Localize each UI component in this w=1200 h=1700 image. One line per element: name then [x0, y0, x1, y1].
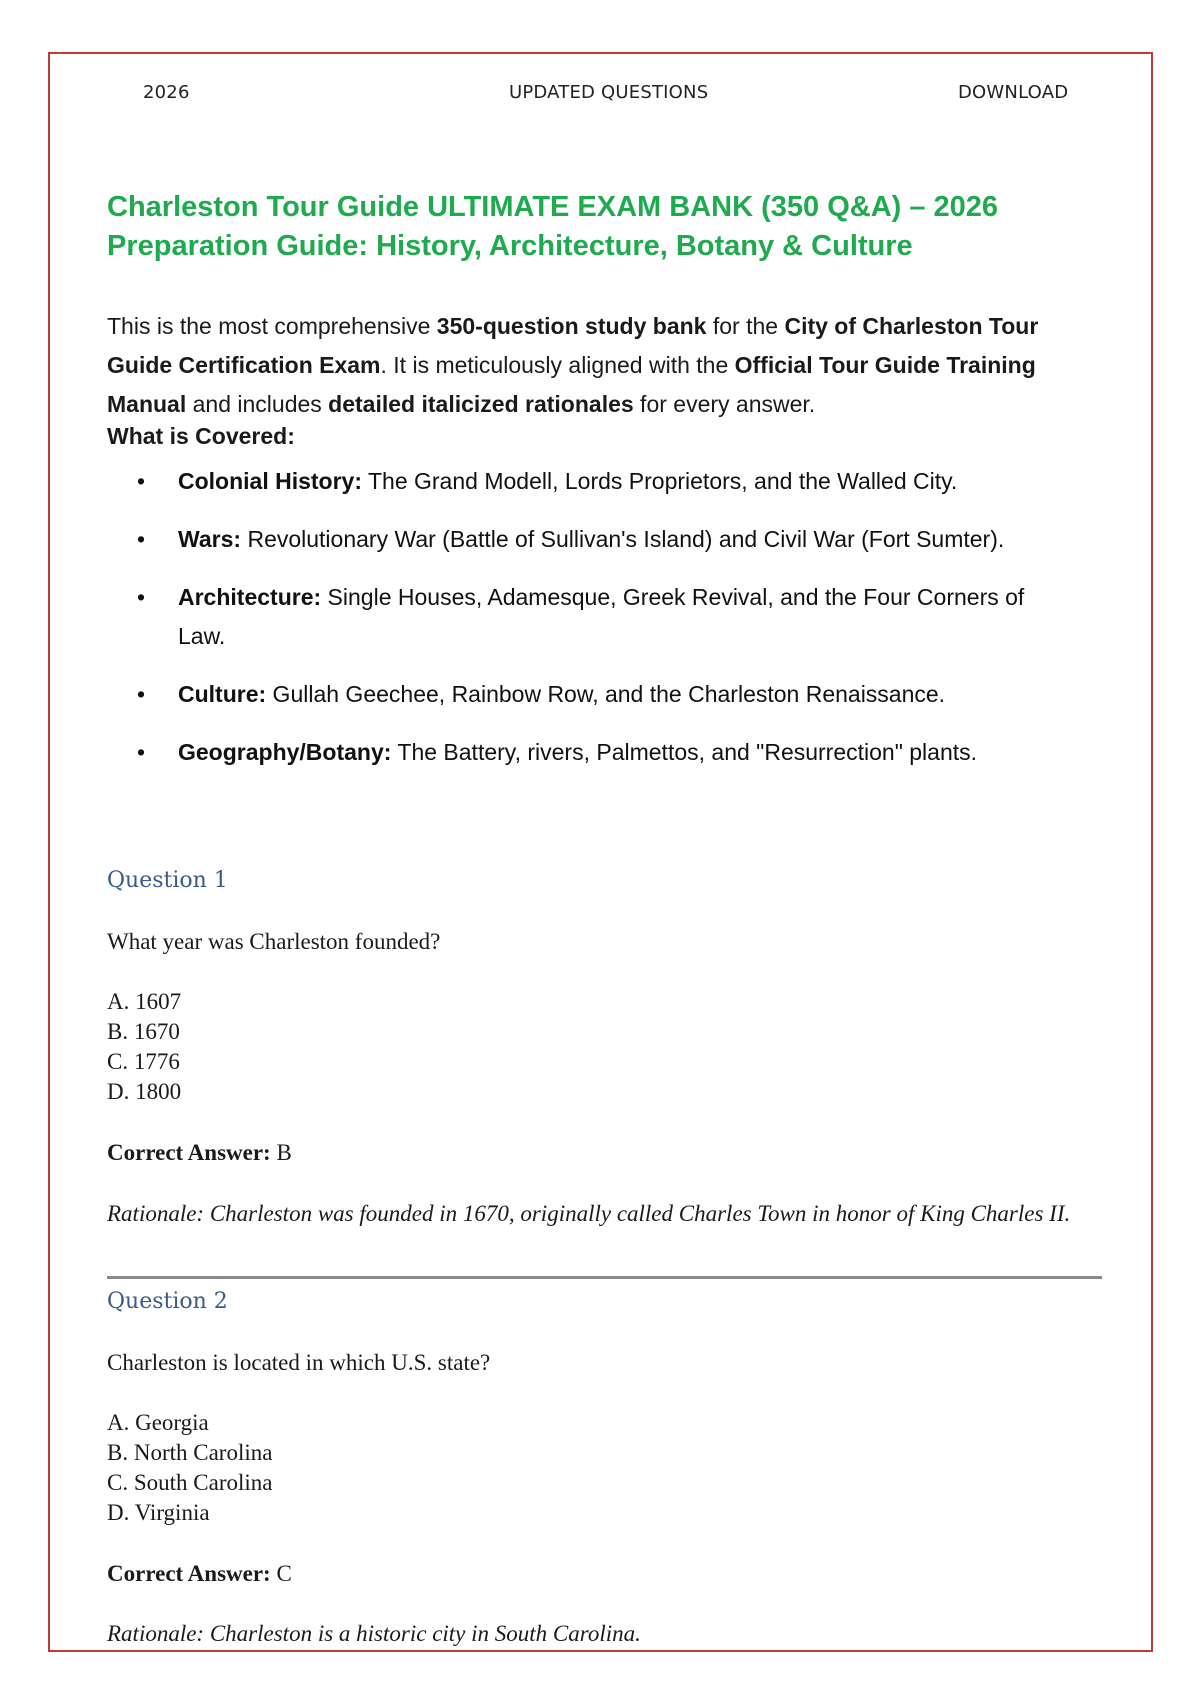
- covered-heading: What is Covered:: [107, 423, 295, 449]
- list-item: [107, 675, 1067, 714]
- question-2-options: [107, 1408, 272, 1528]
- option-b: B. 1670: [107, 1019, 180, 1044]
- header-year: 2026: [143, 82, 190, 103]
- intro-bold: Official Tour Guide Training Manual: [107, 352, 1036, 417]
- correct-answer-value: C: [270, 1561, 292, 1586]
- intro-text: for the: [706, 313, 785, 339]
- title-line-2: Preparation Guide: History, Architecture, Botany & Culture: [107, 230, 913, 262]
- item-label: Culture:: [178, 681, 267, 707]
- intro-text: . It is meticulously aligned with the: [380, 352, 735, 378]
- intro-text: This is the most comprehensive: [107, 313, 437, 339]
- list-item: [107, 462, 1067, 501]
- question-1-heading: Question 1: [107, 868, 228, 893]
- question-2-heading: Question 2: [107, 1289, 228, 1314]
- bullet-icon: •: [137, 468, 146, 494]
- bullet-icon: •: [137, 584, 146, 610]
- item-label: Colonial History:: [178, 468, 363, 494]
- list-item: [107, 733, 1067, 772]
- bullet-icon: •: [137, 739, 146, 765]
- option-d: D. 1800: [107, 1079, 182, 1104]
- list-item: [107, 520, 1067, 559]
- intro-bold: detailed italicized rationales: [328, 391, 634, 417]
- option-c: C. 1776: [107, 1049, 180, 1074]
- correct-answer-label: Correct Answer:: [107, 1561, 271, 1586]
- item-text: The Battery, rivers, Palmettos, and "Resurrection" plants.: [391, 739, 978, 765]
- question-2-correct-answer: [107, 1561, 292, 1587]
- bullet-icon: •: [137, 681, 146, 707]
- item-text: Single Houses, Adamesque, Greek Revival, and the Four Corners of Law.: [178, 584, 1025, 649]
- option-a: A. Georgia: [107, 1410, 209, 1435]
- item-label: Geography/Botany:: [178, 739, 392, 765]
- correct-answer-value: B: [270, 1140, 292, 1165]
- covered-list: [107, 462, 1067, 791]
- item-text: The Grand Modell, Lords Proprietors, and the Walled City.: [362, 468, 958, 494]
- question-1-rationale: Rationale: Charleston was founded in 1670, originally called Charles Town in honor of King Charles II.: [107, 1201, 1071, 1226]
- title-line-1: Charleston Tour Guide ULTIMATE EXAM BANK (350 Q&A) – 2026: [107, 191, 999, 223]
- question-1-options: [107, 987, 181, 1107]
- list-item: [107, 578, 1067, 656]
- intro-bold: City of Charleston Tour Guide Certification Exam: [107, 313, 1039, 378]
- option-b: B. North Carolina: [107, 1440, 273, 1465]
- question-1-correct-answer: [107, 1140, 292, 1166]
- item-label: Architecture:: [178, 584, 322, 610]
- intro-text: and includes: [186, 391, 329, 417]
- header-updated-questions: UPDATED QUESTIONS: [509, 82, 709, 103]
- option-a: A. 1607: [107, 989, 182, 1014]
- header-download: DOWNLOAD: [958, 82, 1069, 103]
- question-2-rationale: Rationale: Charleston is a historic city in South Carolina.: [107, 1621, 641, 1646]
- option-d: D. Virginia: [107, 1500, 210, 1525]
- option-c: C. South Carolina: [107, 1470, 273, 1495]
- bullet-icon: •: [137, 526, 146, 552]
- question-divider: [107, 1276, 1102, 1279]
- intro-bold: 350-question study bank: [436, 313, 707, 339]
- item-label: Wars:: [178, 526, 242, 552]
- document-title: [107, 188, 1107, 266]
- correct-answer-label: Correct Answer:: [107, 1140, 271, 1165]
- question-2-text: Charleston is located in which U.S. state?: [107, 1350, 491, 1375]
- question-1-text: What year was Charleston founded?: [107, 929, 441, 954]
- intro-text: for every answer.: [633, 391, 816, 417]
- item-text: Revolutionary War (Battle of Sullivan's Island) and Civil War (Fort Sumter).: [241, 526, 1005, 552]
- item-text: Gullah Geechee, Rainbow Row, and the Charleston Renaissance.: [266, 681, 946, 707]
- intro-paragraph: [107, 307, 1097, 424]
